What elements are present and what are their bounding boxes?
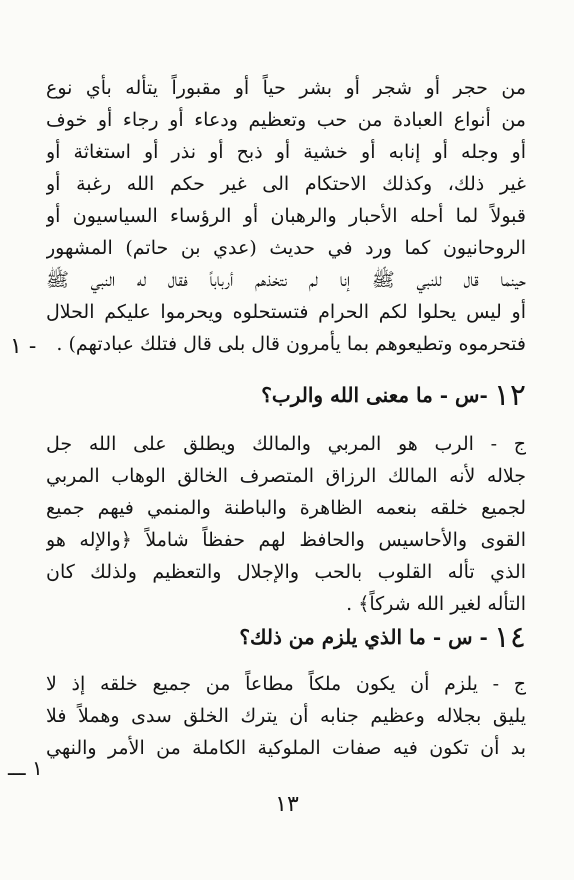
text-line: القوى والأحاسيس والحافظ لهم حفظاً شاملاً ﴿والإله هو <box>46 529 526 551</box>
question-14-heading <box>46 620 526 655</box>
page-number: ١٣ <box>275 792 299 817</box>
text-line: فتحرموه وتطيعوهم بما يأمرون قال بلى قال فتلك عبادتهم) . <box>56 333 526 355</box>
text-line: قبولاً لما أحله الأحبار والرهبان أو الرؤساء السياسيون أو <box>46 205 526 227</box>
text-line: التأله لغير الله شركاً﴾ . <box>346 593 526 615</box>
text-line: من أنواع العبادة من حب وتعظيم ودعاء أو رجاء أو خوف <box>46 109 526 131</box>
margin-note: ١ - <box>10 334 37 359</box>
paragraph-3 <box>46 668 526 764</box>
text-line: الروحانيون كما ورد في حديث (عدي بن حاتم) المشهور <box>46 237 526 259</box>
text-line: الذي تأله القلوب بالحب والإجلال والتعظيم ولذلك كان <box>46 561 526 583</box>
text-line: ج - يلزم أن يكون ملكاً مطاعاً من جميع خلقه إذ لا <box>46 673 526 695</box>
text-line: لجميع خلقه بنعمه الظاهرة والباطنة والمنمي فيهم جميع <box>46 497 526 519</box>
text-line: من حجر أو شجر أو بشر حياً أو مقبوراً يتأله بأي نوع <box>46 77 526 99</box>
question-number: ١٤ <box>493 620 526 655</box>
text-line: جلاله لأنه المالك الرزاق المتصرف الخالق الوهاب المربي <box>46 465 526 487</box>
question-text: -س - ما معنى الله والرب؟ <box>261 383 488 407</box>
question-12-heading <box>46 378 526 413</box>
footnote-marker: ١ ـــ <box>8 756 43 780</box>
text-line: أو وجله أو إنابه أو خشية أو ذبح أو نذر أو استغاثة أو <box>46 141 526 163</box>
text-line: أو ليس يحلوا لكم الحرام فتستحلوه ويحرموا عليكم الحلال <box>46 301 526 323</box>
question-number: ١٢ <box>493 378 526 413</box>
text-line: غير ذلك، وكذلك الاحتكام الى غير حكم الله رغبة أو <box>46 173 526 195</box>
text-line: حينما قال للنبي ﷺ إنا لم نتخذهم أرباباً فقال له النبي ﷺ <box>46 269 526 291</box>
text-line: ج - الرب هو المربي والمالك ويطلق على الله جل <box>46 433 526 455</box>
text-line: بد أن تكون فيه صفات الملوكية الكاملة من الأمر والنهي <box>46 737 526 759</box>
text-line: يليق بجلاله وعظيم جنابه أن يترك الخلق سدى وهملاً فلا <box>46 705 526 727</box>
paragraph-1 <box>46 72 526 360</box>
paragraph-2 <box>46 428 526 620</box>
question-text: - س - ما الذي يلزم من ذلك؟ <box>239 625 488 649</box>
